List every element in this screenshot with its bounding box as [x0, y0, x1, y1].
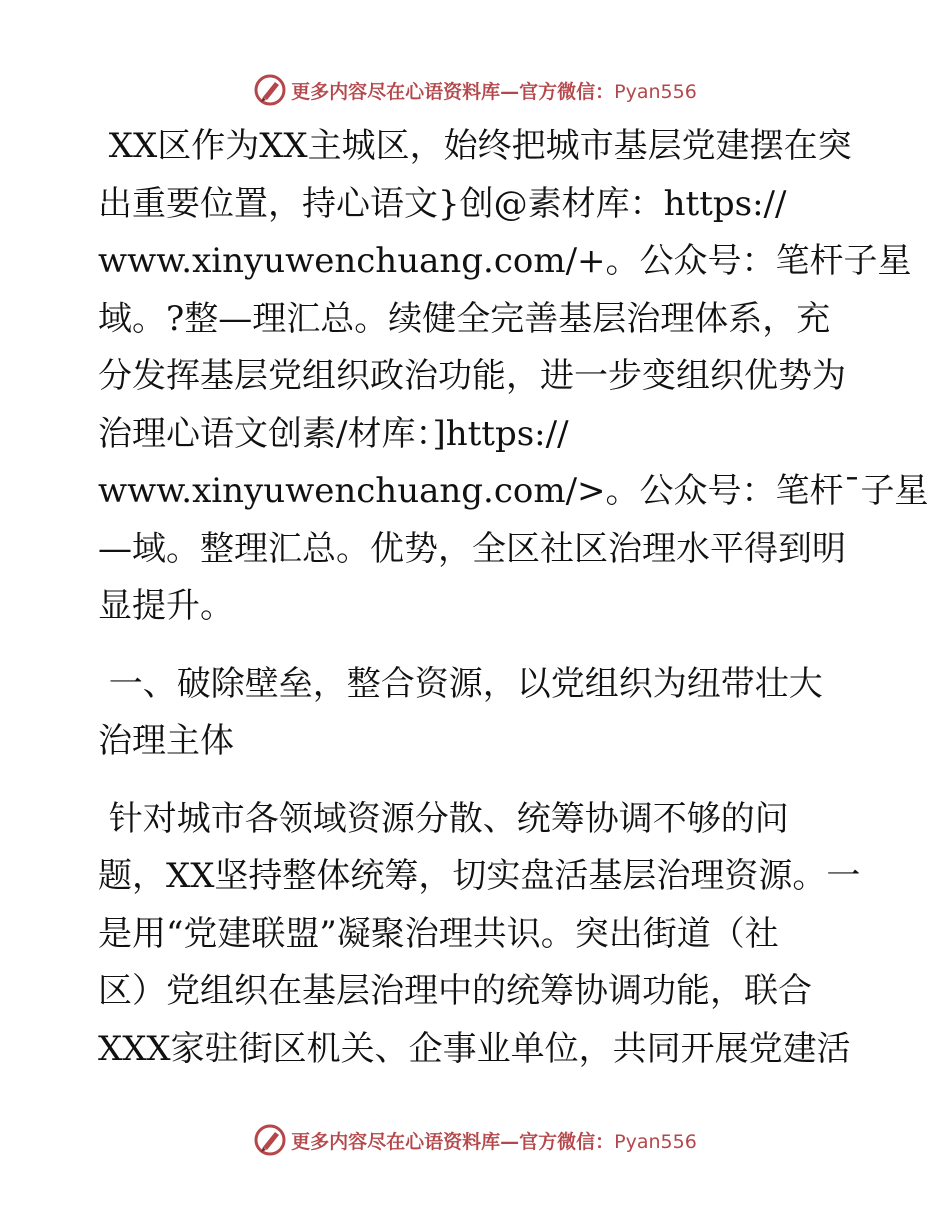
watermark-text — [291, 1127, 697, 1154]
text-line: 域。?整—理汇总。续健全完善基层治理体系，充 — [98, 298, 831, 339]
text-line: 针对城市各领域资源分散、统筹协调不够的问 — [98, 798, 789, 839]
text-line: www.xinyuwenchuang.com/+。公众号：笔杆子星 — [98, 241, 912, 281]
paragraph-body — [98, 791, 861, 1079]
watermark-text-cn: 更多内容尽在心语资料库—官方微信： — [291, 1130, 615, 1153]
paragraph-intro — [98, 118, 929, 636]
watermark-wechat-id: Pyan556 — [614, 80, 697, 103]
text-line: www.xinyuwenchuang.com/>。公众号：笔杆¯子星 — [98, 471, 929, 511]
text-line: —域。整理汇总。优势，全区社区治理水平得到明 — [98, 528, 846, 569]
text-line: 题，XX坚持整体统筹，切实盘活基层治理资源。一 — [98, 856, 861, 896]
watermark-wechat-id: Pyan556 — [614, 1130, 697, 1153]
header-watermark — [0, 70, 950, 110]
footer-watermark — [0, 1120, 950, 1160]
text-line: 区）党组织在基层治理中的统筹协调功能，联合 — [98, 971, 812, 1011]
text-line: 分发挥基层党组织政治功能，进一步变组织优势为 — [98, 356, 846, 396]
pen-logo-icon — [253, 73, 287, 107]
text-line: 是用“党建联盟”凝聚治理共识。突出街道（社 — [98, 913, 779, 954]
watermark-text — [291, 77, 697, 104]
watermark-text-cn: 更多内容尽在心语资料库—官方微信： — [291, 80, 615, 103]
pen-logo-icon — [253, 1123, 287, 1157]
text-line: 显提升。 — [98, 586, 234, 626]
text-line: 治理主体 — [98, 721, 234, 761]
text-line: 一、破除壁垒，整合资源，以党组织为纽带壮大 — [98, 663, 823, 704]
section-heading — [98, 656, 858, 771]
text-line: 出重要位置，持心语文}创@素材库：https:// — [98, 183, 787, 224]
text-line: XXX家驻街区机关、企事业单位，共同开展党建活 — [98, 1028, 851, 1069]
document-body — [98, 118, 929, 1078]
text-line: XX区作为XX主城区，始终把城市基层党建摆在突 — [98, 126, 852, 166]
text-line: 治理心语文创素/材库：]https:// — [98, 413, 569, 454]
